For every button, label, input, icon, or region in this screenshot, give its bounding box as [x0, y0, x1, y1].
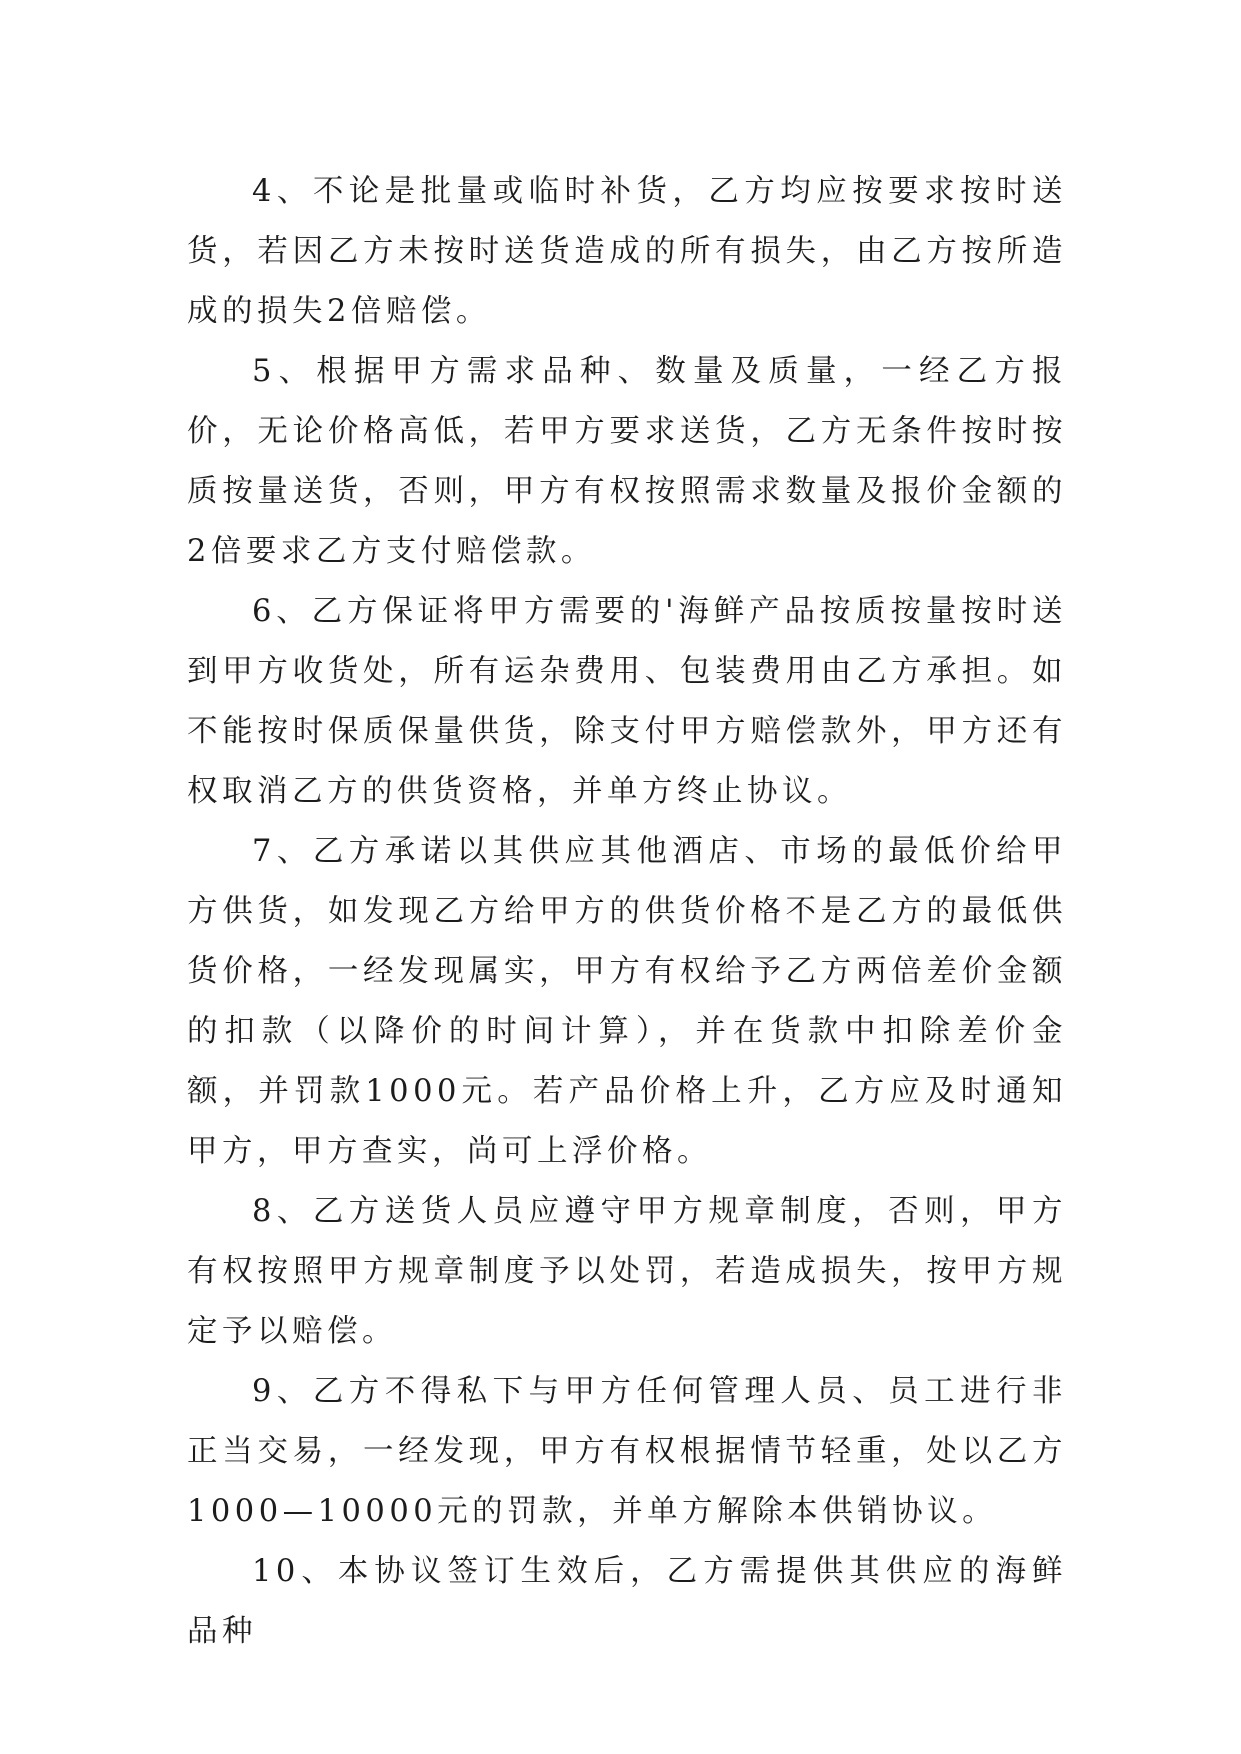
clause-8-paragraph: 8、乙方送货人员应遵守甲方规章制度，否则，甲方有权按照甲方规章制度予以处罚，若造成损失，按甲方规定予以赔偿。 — [187, 1194, 1067, 1349]
document-body — [187, 162, 1067, 1662]
clause-4-paragraph: 4、不论是批量或临时补货，乙方均应按要求按时送货，若因乙方未按时送货造成的所有损失，由乙方按所造成的损失2倍赔偿。 — [187, 174, 1067, 329]
clause-10-paragraph: 10、本协议签订生效后，乙方需提供其供应的海鲜品种 — [187, 1554, 1067, 1649]
clause-6-paragraph: 6、乙方保证将甲方需要的'海鲜产品按质按量按时送到甲方收货处，所有运杂费用、包装费用由乙方承担。如不能按时保质保量供货，除支付甲方赔偿款外，甲方还有权取消乙方的供货资格，并单方终止协议。 — [187, 594, 1067, 809]
clause-7-paragraph: 7、乙方承诺以其供应其他酒店、市场的最低价给甲方供货，如发现乙方给甲方的供货价格不是乙方的最低供货价格，一经发现属实，甲方有权给予乙方两倍差价金额的扣款（以降价的时间计算），并在货款中扣除差价金额，并罚款1000元。若产品价格上升，乙方应及时通知甲方，甲方查实，尚可上浮价格。 — [187, 834, 1067, 1169]
clause-9-paragraph: 9、乙方不得私下与甲方任何管理人员、员工进行非正当交易，一经发现，甲方有权根据情节轻重，处以乙方1000—10000元的罚款，并单方解除本供销协议。 — [187, 1374, 1067, 1529]
clause-5-paragraph: 5、根据甲方需求品种、数量及质量，一经乙方报价，无论价格高低，若甲方要求送货，乙方无条件按时按质按量送货，否则，甲方有权按照需求数量及报价金额的2倍要求乙方支付赔偿款。 — [187, 354, 1067, 569]
